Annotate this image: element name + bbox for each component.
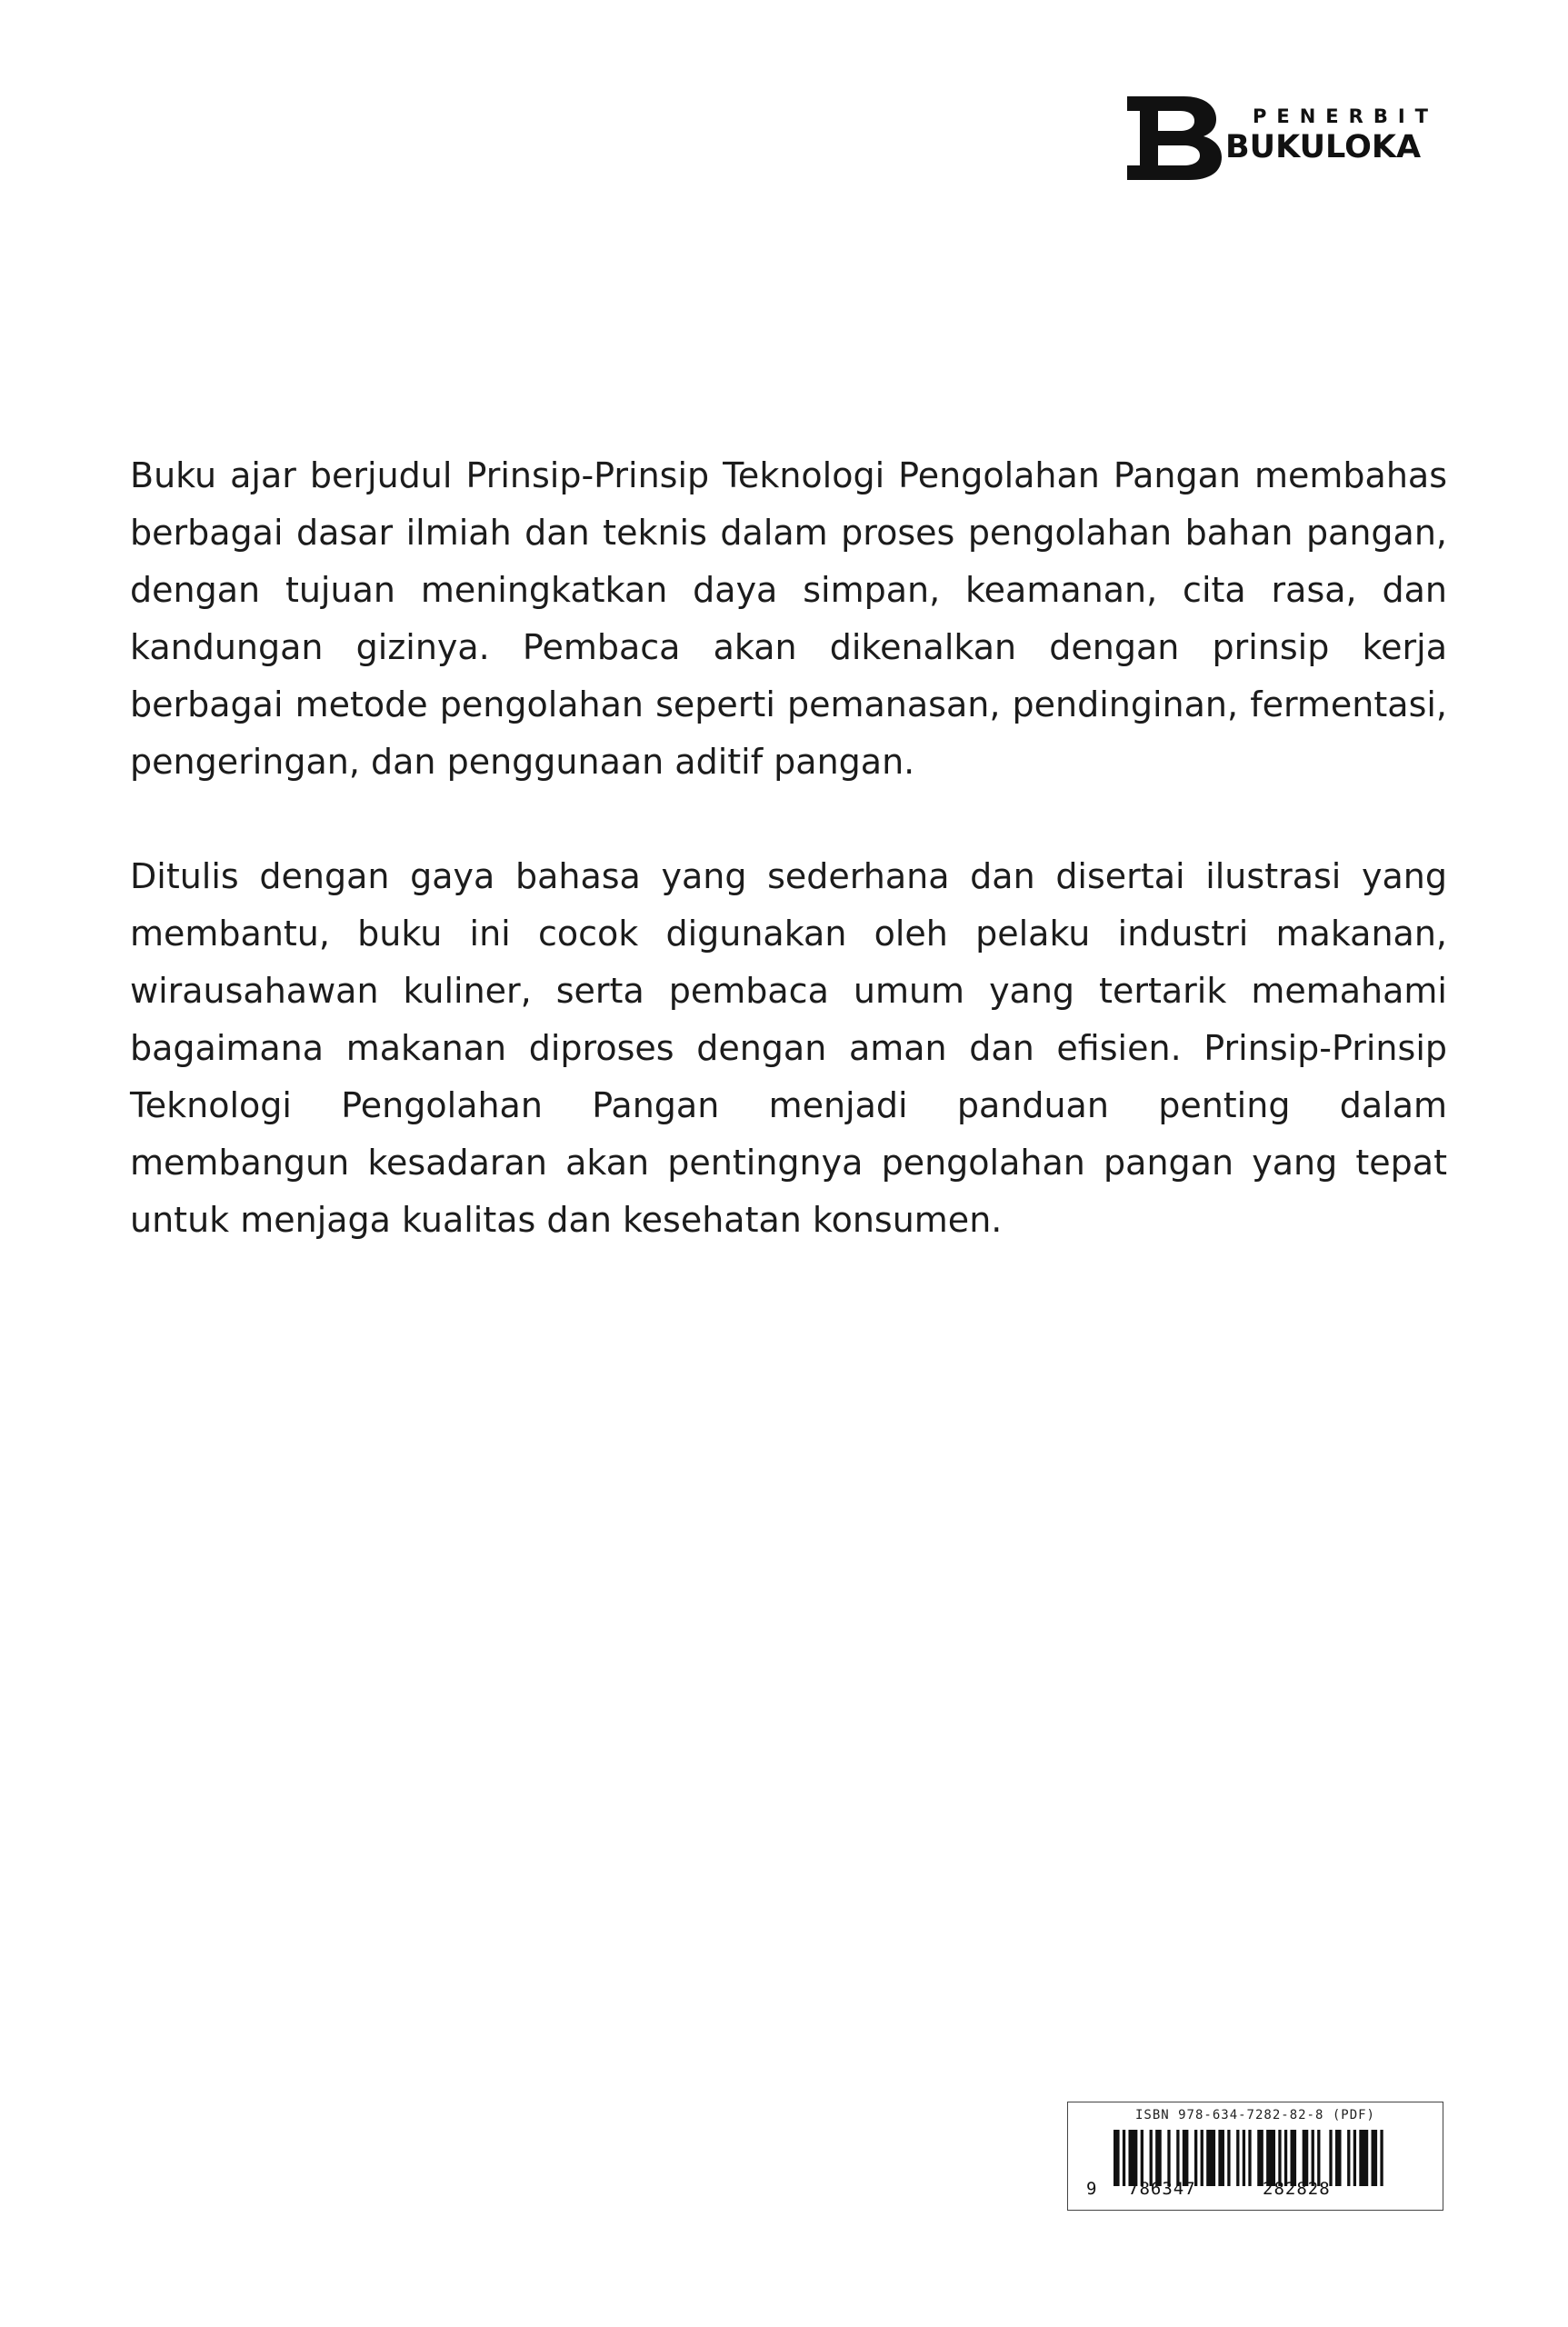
barcode-bar <box>1227 2130 1230 2186</box>
barcode-bar <box>1317 2130 1320 2186</box>
barcode-bar <box>1176 2130 1179 2186</box>
barcode-bar <box>1335 2130 1342 2186</box>
barcode-bar <box>1291 2130 1297 2186</box>
barcode-bar <box>1347 2130 1350 2186</box>
barcode-image <box>1114 2130 1386 2186</box>
barcode-bar <box>1248 2130 1251 2186</box>
barcode-left-digits: 786347 <box>1128 2179 1196 2199</box>
barcode-bar <box>1141 2130 1144 2186</box>
blurb-paragraph-2: Ditulis dengan gaya bahasa yang sederhana dan disertai ilustrasi yang membantu, buku ini cocok digunakan oleh pelaku industri makanan, wirausahawan kuliner, serta pembaca umum yang tertarik memahami bagaimana makanan diproses dengan aman dan efisien. Prinsip-Prinsip Teknologi Pengolahan Pangan menjadi panduan penting dalam membangun kesadaran akan pentingnya pengolahan pangan yang tepat untuk menjaga kualitas dan kesehatan konsumen. <box>130 856 1447 1240</box>
barcode-bar <box>1278 2130 1281 2186</box>
barcode-bar <box>1266 2130 1275 2186</box>
publisher-logo <box>1127 96 1450 180</box>
barcode-bar <box>1194 2130 1197 2186</box>
barcode-lead-digit: 9 <box>1086 2179 1097 2199</box>
barcode-bar <box>1201 2130 1203 2186</box>
barcode-bar <box>1243 2130 1245 2186</box>
barcode-bar <box>1128 2130 1137 2186</box>
isbn-barcode-box <box>1067 2102 1443 2211</box>
book-blurb <box>130 447 1447 1249</box>
blurb-paragraph-1: Buku ajar berjudul Prinsip-Prinsip Teknologi Pengolahan Pangan membahas berbagai dasar ilmiah dan teknis dalam proses pengolahan bahan pangan, dengan tujuan meningkatkan daya simpan, keamanan, cita rasa, dan kandungan gizinya. Pembaca akan dikenalkan dengan prinsip kerja berbagai metode pengolahan seperti pemanasan, pendinginan, fermentasi, pengeringan, dan penggunaan aditif pangan. <box>130 455 1447 782</box>
barcode-bar <box>1206 2130 1215 2186</box>
barcode-bar <box>1284 2130 1287 2186</box>
barcode-bar <box>1353 2130 1356 2186</box>
barcode-bar <box>1155 2130 1162 2186</box>
publisher-prefix: PENERBIT <box>1253 105 1438 127</box>
barcode-bar <box>1183 2130 1189 2186</box>
barcode-bar <box>1372 2130 1378 2186</box>
isbn-label: ISBN 978-634-7282-82-8 (PDF) <box>1134 2108 1375 2122</box>
barcode-bar <box>1167 2130 1170 2186</box>
barcode-bar <box>1114 2130 1120 2186</box>
barcode-bar <box>1236 2130 1239 2186</box>
barcode-bar <box>1218 2130 1224 2186</box>
barcode-bar <box>1329 2130 1332 2186</box>
barcode-bar <box>1303 2130 1309 2186</box>
barcode-bar <box>1123 2130 1125 2186</box>
publisher-name: BUKULOKA <box>1225 129 1422 165</box>
barcode-bar <box>1150 2130 1153 2186</box>
barcode-bar <box>1312 2130 1314 2186</box>
publisher-b-logo-icon <box>1127 96 1222 180</box>
barcode-bar <box>1257 2130 1263 2186</box>
barcode-right-digits: 282828 <box>1263 2179 1331 2199</box>
barcode-bar <box>1380 2130 1383 2186</box>
barcode-bar <box>1359 2130 1368 2186</box>
